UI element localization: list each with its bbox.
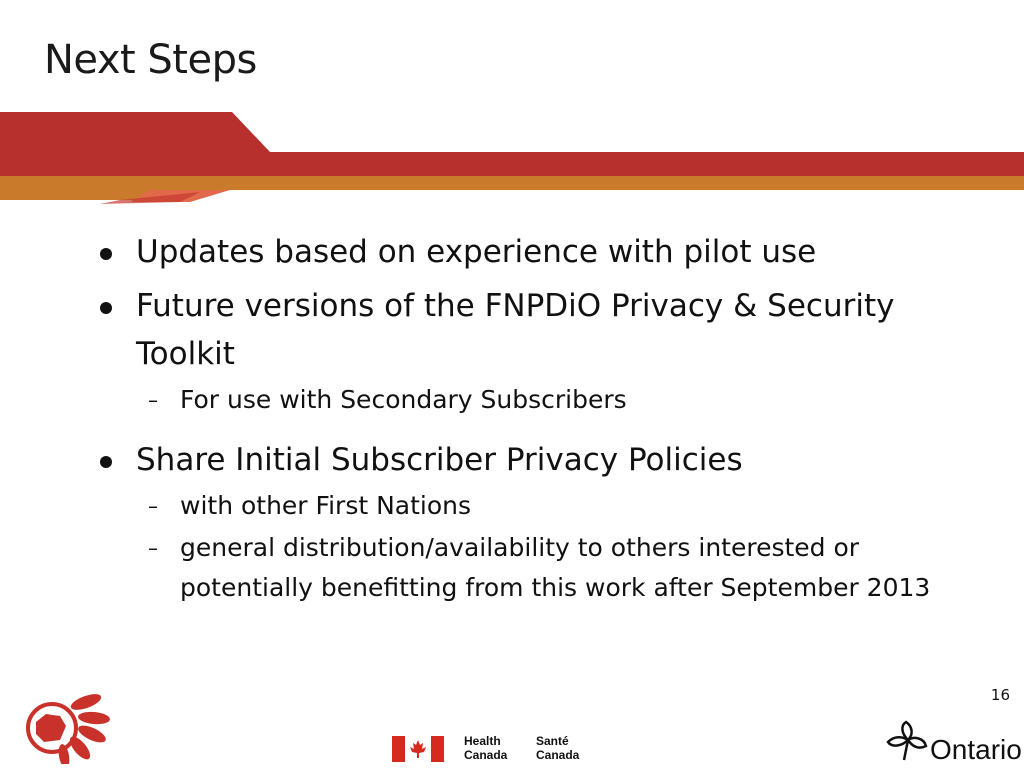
page-title: Next Steps bbox=[44, 37, 257, 83]
bullet-text: Share Initial Subscriber Privacy Policies bbox=[136, 442, 743, 478]
bullet-text: Updates based on experience with pilot use bbox=[136, 234, 817, 270]
first-nations-logo bbox=[16, 688, 112, 764]
dash-marker: – bbox=[148, 536, 158, 560]
bullet-list bbox=[96, 222, 956, 608]
sub-bullet-item bbox=[96, 380, 956, 420]
dash-marker: – bbox=[148, 494, 158, 518]
sub-bullet-item bbox=[96, 528, 956, 608]
page-number: 16 bbox=[990, 686, 1010, 704]
bullet-text: Future versions of the FNPDiO Privacy & Security Toolkit bbox=[136, 288, 895, 372]
ontario-logo bbox=[884, 716, 1020, 768]
hc-en-line1: Health bbox=[464, 734, 501, 748]
sub-bullet-text: with other First Nations bbox=[180, 491, 472, 520]
bullet-dot bbox=[100, 302, 112, 314]
header-banner bbox=[0, 108, 1024, 208]
sub-bullet-text: For use with Secondary Subscribers bbox=[180, 385, 627, 414]
dash-marker: – bbox=[148, 388, 158, 412]
trillium-icon bbox=[884, 716, 930, 764]
sub-bullet-item bbox=[96, 486, 956, 526]
bullet-dot bbox=[100, 248, 112, 260]
ontario-wordmark: Ontario bbox=[930, 734, 1022, 765]
bullet-item bbox=[96, 228, 956, 276]
bullet-dot bbox=[100, 456, 112, 468]
bullet-item bbox=[96, 282, 956, 378]
hc-fr-line1: Santé bbox=[536, 734, 569, 748]
canada-flag-icon bbox=[392, 736, 444, 762]
hc-en-line2: Canada bbox=[464, 748, 508, 762]
sub-bullet-text: general distribution/availability to others interested or potentially benefitting from this work after September 2013 bbox=[180, 533, 931, 602]
health-canada-fr bbox=[536, 734, 579, 762]
bullet-item bbox=[96, 436, 956, 484]
banner-red-band bbox=[0, 112, 1024, 176]
health-canada-en bbox=[464, 734, 507, 762]
hc-fr-line2: Canada bbox=[536, 748, 580, 762]
